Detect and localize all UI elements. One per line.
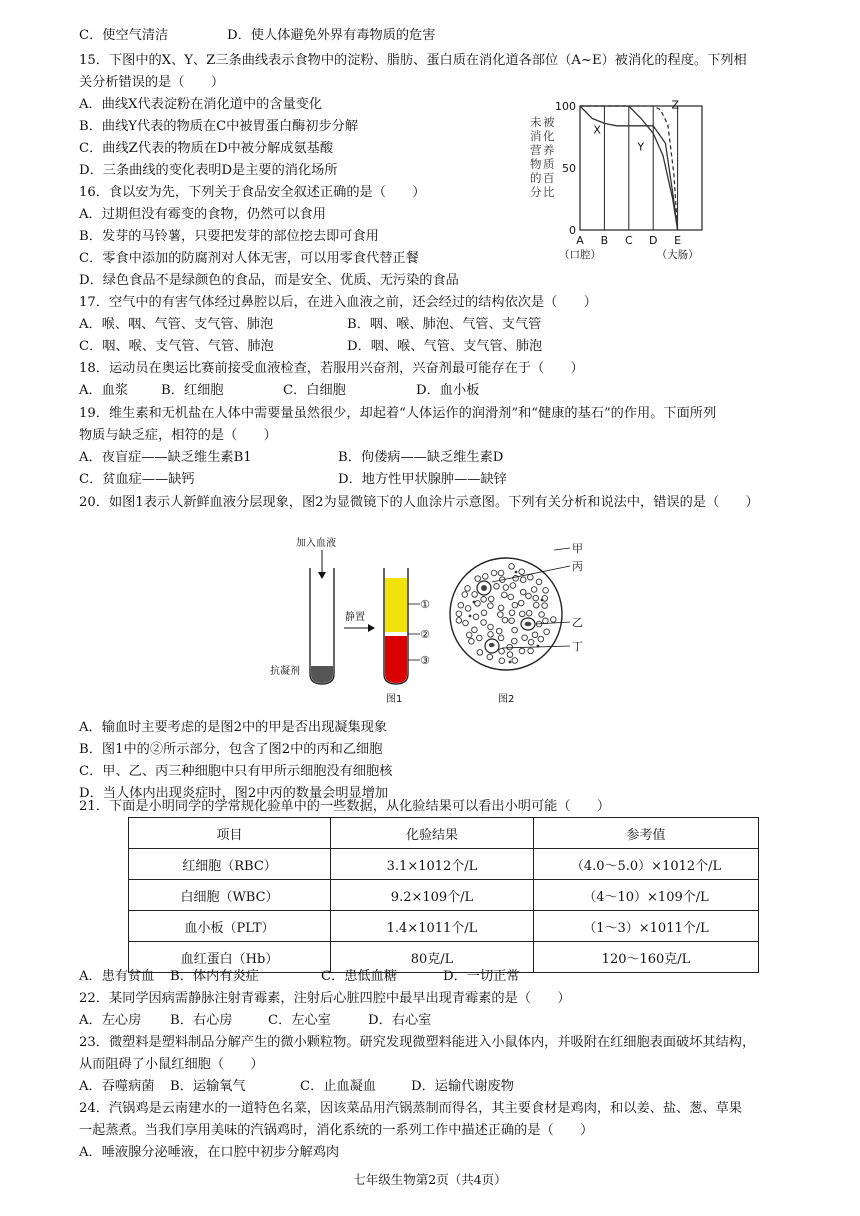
red-blood-cell xyxy=(513,576,519,582)
y-axis-label-char: 养 xyxy=(543,143,555,157)
red-blood-cell xyxy=(496,628,502,634)
label-bing: 丙 xyxy=(572,560,583,573)
q23-option-c: C．止血凝血 xyxy=(300,1079,377,1094)
red-blood-cell xyxy=(463,620,469,626)
red-blood-cell xyxy=(518,600,524,606)
red-blood-cell xyxy=(533,595,539,601)
red-blood-cell xyxy=(507,644,513,650)
blood-smear-figure-2 xyxy=(446,542,596,706)
q24-option-a: A．唾液腺分泌唾液，在口腔中初步分解鸡肉 xyxy=(79,1145,340,1160)
red-blood-cell xyxy=(472,592,478,598)
red-blood-cell xyxy=(538,636,544,642)
q15-option-c: C．曲线Z代表的物质在D中被分解成氨基酸 xyxy=(79,141,334,156)
table-row xyxy=(129,849,759,880)
table-cell: 9.2×109个/L xyxy=(331,880,534,911)
red-blood-cell xyxy=(526,610,532,616)
red-blood-cell xyxy=(488,632,494,638)
red-blood-cell xyxy=(488,624,494,630)
q18-option-d: D．血小板 xyxy=(416,383,480,398)
red-blood-cell xyxy=(542,603,548,609)
q20-option-b: B．图1中的②所示部分，包含了图2中的丙和乙细胞 xyxy=(79,742,383,757)
red-blood-cell xyxy=(544,629,550,635)
red-blood-cell xyxy=(483,574,489,580)
table-row xyxy=(129,942,759,973)
red-blood-cell xyxy=(498,612,504,618)
red-blood-cell xyxy=(498,605,504,611)
red-blood-cell xyxy=(481,610,487,616)
blood-tube-figure-1 xyxy=(262,532,442,706)
y-tick-label: 50 xyxy=(562,162,576,175)
stand-arrow-head xyxy=(368,624,375,632)
label-jia: 甲 xyxy=(572,542,583,555)
option-c-line: C．使空气清洁 xyxy=(79,28,169,43)
red-blood-cell xyxy=(519,648,525,654)
question-20: 20．如图1表示人新鲜血液分层现象，图2为显微镜下的人血涂片示意图。下列有关分析和说法中，错误的是（ ） xyxy=(79,495,759,510)
q23-option-b: B．运输氧气 xyxy=(170,1079,246,1094)
add-blood-label: 加入血液 xyxy=(296,538,336,549)
red-blood-cell xyxy=(543,588,549,594)
red-blood-cell xyxy=(519,569,525,575)
q20-option-a: A．输血时主要考虑的是图2中的甲是否出现凝集现象 xyxy=(79,720,388,735)
x-tick-note: （大肠） xyxy=(656,249,699,261)
y-axis-label-char: 分 xyxy=(530,185,542,199)
question-19: 19．维生素和无机盐在人体中需要量虽然很少，却起着“人体运作的润滑剂”和“健康的基石”的作用。下面所列 xyxy=(79,406,717,421)
red-blood-cell xyxy=(475,601,481,607)
red-blood-cell xyxy=(534,602,540,608)
question-17: 17．空气中的有害气体经过鼻腔以后，在进入血液之前，还会经过的结构依次是（ ） xyxy=(79,295,597,310)
y-axis-label-char: 化 xyxy=(543,129,555,143)
table-cell: 120～160克/L xyxy=(534,942,759,973)
table-row xyxy=(129,880,759,911)
q16-option-c: C．零食中添加的防腐剂对人体无害，可以用零食代替正餐 xyxy=(79,251,419,266)
layer-1-label: ① xyxy=(420,598,430,611)
red-blood-cell xyxy=(475,576,481,582)
question-15-cont: 关分析错误的是（ ） xyxy=(79,75,225,90)
q17-option-d: D．咽、喉、气管、支气管、肺泡 xyxy=(347,339,543,354)
label-yi: 乙 xyxy=(572,616,583,629)
red-blood-cell xyxy=(456,611,462,617)
red-blood-cell xyxy=(531,587,537,593)
red-blood-cell xyxy=(465,606,471,612)
q22-option-a: A．左心房 xyxy=(79,1013,142,1028)
x-tick-label: B xyxy=(600,234,609,247)
q22-option-d: D．右心室 xyxy=(368,1013,432,1028)
table-row xyxy=(129,911,759,942)
x-tick-label: D xyxy=(648,234,658,247)
digestion-chart xyxy=(522,96,754,264)
red-blood-cell xyxy=(509,618,515,624)
red-blood-cell xyxy=(528,574,534,580)
q21-option-d: D．一切正常 xyxy=(443,969,520,984)
layer-2-label: ② xyxy=(420,628,430,641)
red-blood-cell xyxy=(519,611,525,617)
red-blood-cell xyxy=(512,602,518,608)
layer-3-label: ③ xyxy=(420,654,430,667)
red-blood-cell xyxy=(512,658,518,664)
red-blood-cell xyxy=(466,632,472,638)
pour-arrow-head xyxy=(318,572,326,579)
red-blood-cell xyxy=(502,617,508,623)
table-cell: （4.0～5.0）×1012个/L xyxy=(534,849,759,880)
red-blood-cell xyxy=(503,585,509,591)
red-blood-cell xyxy=(488,596,494,602)
q20-option-c: C．甲、乙、丙三种细胞中只有甲所示细胞没有细胞核 xyxy=(79,764,393,779)
q16-option-d: D．绿色食品不是绿颜色的食品，而是安全、优质、无污染的食品 xyxy=(79,273,459,288)
table-cell: 3.1×1012个/L xyxy=(331,849,534,880)
q16-option-a: A．过期但没有霉变的食物，仍然可以食用 xyxy=(79,207,326,222)
red-blood-cell xyxy=(473,614,479,620)
page-footer: 七年级生物第2页（共4页） xyxy=(353,1172,507,1187)
red-blood-cell xyxy=(528,639,534,645)
red-blood-cell xyxy=(499,648,505,654)
table-cell: 80克/L xyxy=(331,942,534,973)
question-22: 22．某同学因病需静脉注射青霉素，注射后心脏四腔中最早出现青霉素的是（ ） xyxy=(79,991,571,1006)
series-label: Y xyxy=(637,140,645,154)
anticoagulant-label: 抗凝剂 xyxy=(270,666,300,677)
y-axis-label-char: 物 xyxy=(530,157,542,171)
red-blood-cell xyxy=(532,632,538,638)
question-23: 23．微塑料是塑料制品分解产生的微小颗粒物。研究发现微塑料能进入小鼠体内，并吸附在红细胞表面破坏其结构， xyxy=(79,1035,756,1050)
figure-1-caption: 图1 xyxy=(386,694,403,705)
red-blood-cell xyxy=(520,589,526,595)
question-15: 15．下图中的X、Y、Z三条曲线表示食物中的淀粉、脂肪、蛋白质在消化道各部位（A~E）被消化的程度。下列相 xyxy=(79,53,747,68)
red-blood-cell xyxy=(458,602,464,608)
red-blood-cell xyxy=(494,584,500,590)
table-cell: 白细胞（WBC） xyxy=(129,880,331,911)
y-axis-label-char: 的 xyxy=(530,171,542,185)
figure-2-caption: 图2 xyxy=(498,694,515,705)
q22-option-c: C．左心室 xyxy=(268,1013,331,1028)
red-blood-cell xyxy=(498,570,504,576)
red-blood-cell xyxy=(491,570,497,576)
table-header: 化验结果 xyxy=(331,818,534,849)
stand-label: 静置 xyxy=(345,612,365,623)
y-axis-label-char: 被 xyxy=(543,115,555,129)
question-24: 24．汽锅鸡是云南建水的一道特色名菜，因该菜品用汽锅蒸制而得名，其主要食材是鸡肉，和以姜、盐、葱、草果 xyxy=(79,1101,742,1116)
question-23-cont: 从而阻碍了小鼠红细胞（ ） xyxy=(79,1057,264,1072)
q17-option-c: C．咽、喉、支气管、气管、肺泡 xyxy=(79,339,274,354)
q18-option-c: C．白细胞 xyxy=(283,383,346,398)
q18-option-a: A．血浆 xyxy=(79,383,129,398)
y-tick-label: 0 xyxy=(569,224,576,237)
red-blood-cell xyxy=(522,635,528,641)
q23-option-d: D．运输代谢废物 xyxy=(411,1079,514,1094)
q21-option-c: C．患低血糖 xyxy=(321,969,398,984)
red-blood-cell xyxy=(512,627,518,633)
red-blood-cell xyxy=(543,618,549,624)
question-16: 16．食以安为先，下列关于食品安全叙述正确的是（ ） xyxy=(79,185,426,200)
red-blood-cell xyxy=(551,617,557,623)
q18-option-b: B．红细胞 xyxy=(161,383,224,398)
table-header: 项目 xyxy=(129,818,331,849)
question-24-cont: 一起蒸煮。当我们享用美味的汽锅鸡时，消化系统的一系列工作中描述正确的是（ ） xyxy=(79,1123,594,1138)
q19-option-b: B．佝偻病——缺乏维生素D xyxy=(338,450,504,465)
q17-option-a: A．喉、咽、气管、支气管、肺泡 xyxy=(79,317,274,332)
label-ding: 丁 xyxy=(572,640,583,653)
y-axis-label-char: 未 xyxy=(530,115,542,129)
series-label: Z xyxy=(671,98,680,112)
table-header-row xyxy=(129,818,759,849)
red-blood-cell xyxy=(509,564,515,570)
q15-option-d: D．三条曲线的变化表明D是主要的消化场所 xyxy=(79,163,338,178)
red-blood-cell xyxy=(498,635,504,641)
y-axis-label-char: 消 xyxy=(530,129,542,143)
red-blood-cell xyxy=(520,577,526,583)
table-cell: 血红蛋白（Hb） xyxy=(129,942,331,973)
y-axis-label-char: 质 xyxy=(543,157,555,171)
red-blood-cell xyxy=(465,586,471,592)
red-cell-layer xyxy=(385,636,407,683)
q19-option-a: A．夜盲症——缺乏维生素B1 xyxy=(79,450,252,465)
anticoagulant-layer xyxy=(311,666,333,683)
q16-option-b: B．发芽的马铃薯，只要把发芽的部位挖去即可食用 xyxy=(79,229,379,244)
question-21: 21．下面是小明同学的学常规化验单中的一些数据，从化验结果可以看出小明可能（ ） xyxy=(79,799,611,814)
x-tick-label: E xyxy=(674,234,682,247)
plasma-layer xyxy=(385,578,407,632)
red-blood-cell xyxy=(488,603,494,609)
table-cell: （4～10）×109个/L xyxy=(534,880,759,911)
red-blood-cell xyxy=(481,620,487,626)
red-blood-cell xyxy=(528,648,534,654)
red-blood-cell xyxy=(502,592,508,598)
y-axis-label-char: 百 xyxy=(543,171,555,185)
red-blood-cell xyxy=(462,592,468,598)
y-tick-label: 100 xyxy=(555,100,576,113)
q15-option-a: A．曲线X代表淀粉在消化道中的含量变化 xyxy=(79,97,323,112)
q21-option-b: B．体内有炎症 xyxy=(170,969,259,984)
chart-y-axis-label xyxy=(530,115,555,199)
red-blood-cell xyxy=(499,658,505,664)
option-d-line: D．使人体避免外界有毒物质的危害 xyxy=(227,28,436,43)
q15-option-b: B．曲线Y代表的物质在C中被胃蛋白酶初步分解 xyxy=(79,119,359,134)
q17-option-b: B．咽、喉、肺泡、气管、支气管 xyxy=(347,317,542,332)
question-19-cont: 物质与缺乏症，相符的是（ ） xyxy=(79,428,277,443)
table-cell: 1.4×1011个/L xyxy=(331,911,534,942)
table-cell: 红细胞（RBC） xyxy=(129,849,331,880)
red-blood-cell xyxy=(512,638,518,644)
x-tick-note: （口腔） xyxy=(559,249,601,261)
y-axis-label-char: 比 xyxy=(543,185,555,199)
q19-option-d: D．地方性甲状腺肿——缺锌 xyxy=(338,472,507,487)
table-cell: 血小板（PLT） xyxy=(129,911,331,942)
red-blood-cell xyxy=(507,652,513,658)
red-blood-cell xyxy=(526,593,532,599)
q20-option-d: D．当人体内出现炎症时，图2中丙的数量会明显增加 xyxy=(79,786,389,801)
red-blood-cell xyxy=(487,654,493,660)
table-cell: （1～3）×1011个/L xyxy=(534,911,759,942)
buffy-coat-layer xyxy=(385,632,407,636)
table-header: 参考值 xyxy=(534,818,759,849)
x-tick-label: C xyxy=(624,234,633,247)
red-blood-cell xyxy=(481,597,487,603)
red-blood-cell xyxy=(509,610,515,616)
red-blood-cell xyxy=(477,635,483,641)
red-blood-cell xyxy=(508,594,514,600)
red-blood-cell xyxy=(469,639,475,645)
question-18: 18．运动员在奥运比赛前接受血液检查，若服用兴奋剂，兴奋剂最可能存在于（ ） xyxy=(79,361,584,376)
q23-option-a: A．吞噬病菌 xyxy=(79,1079,155,1094)
q22-option-b: B．右心房 xyxy=(170,1013,233,1028)
red-blood-cell xyxy=(539,612,545,618)
red-blood-cell xyxy=(510,583,516,589)
red-blood-cell xyxy=(472,627,478,633)
q19-option-c: C．贫血症——缺钙 xyxy=(79,472,195,487)
microscope-field xyxy=(450,558,562,670)
red-blood-cell xyxy=(456,618,462,624)
blood-test-table xyxy=(128,817,759,973)
q21-option-a: A．患有贫血 xyxy=(79,969,155,984)
series-label: X xyxy=(593,123,601,137)
red-blood-cell xyxy=(536,579,542,585)
y-axis-label-char: 营 xyxy=(530,143,542,157)
red-blood-cell xyxy=(477,650,483,656)
x-tick-label: A xyxy=(576,234,584,247)
